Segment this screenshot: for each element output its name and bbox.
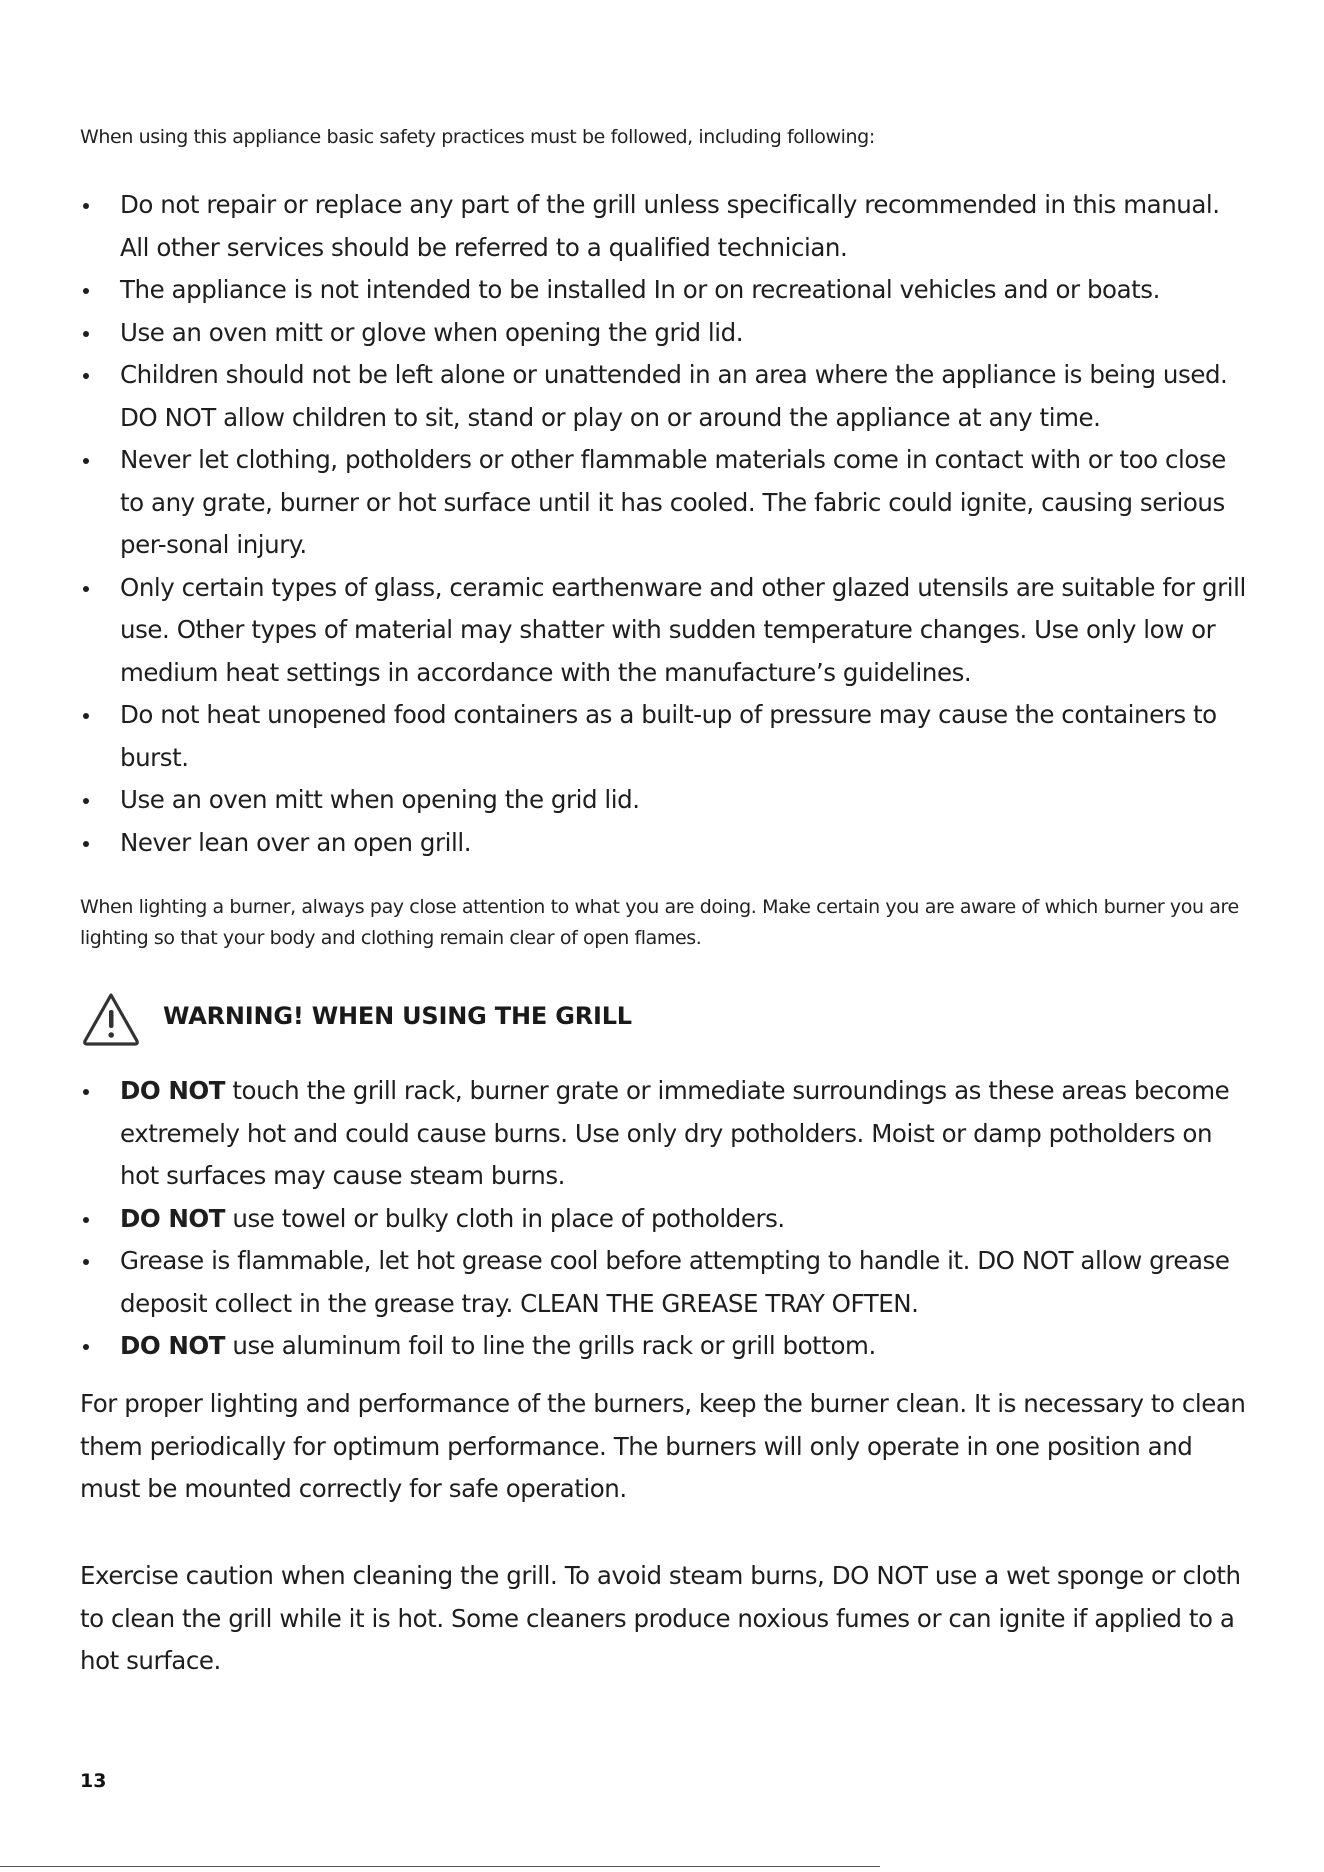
list-item: The appliance is not intended to be installed In or on recreational vehicles and or boats.	[80, 269, 1255, 312]
page-number: 13	[80, 1770, 107, 1792]
list-item: Only certain types of glass, ceramic earthenware and other glazed utensils are suitable for grill use. Other types of material may shatter with sudden temperature changes. Use only low or medium heat settings in accordance with the manufacture’s guidelines.	[80, 567, 1255, 695]
list-item: DO NOT use aluminum foil to line the grills rack or grill bottom.	[80, 1325, 1255, 1368]
list-item: DO NOT touch the grill rack, burner grate or immediate surroundings as these areas become extremely hot and could cause burns. Use only dry potholders. Moist or damp potholders on hot surfaces may cause steam burns.	[80, 1070, 1255, 1198]
intro-text: When using this appliance basic safety practices must be followed, including following:	[80, 126, 875, 148]
warning-title: WARNING! WHEN USING THE GRILL	[163, 1002, 632, 1030]
safety-list	[80, 184, 1255, 864]
list-item: Never let clothing, potholders or other flammable materials come in contact with or too close to any grate, burner or hot surface until it has cooled. The fabric could ignite, causing serious per-sonal injury.	[80, 439, 1255, 567]
cleaning-paragraph: Exercise caution when cleaning the grill. To avoid steam burns, DO NOT use a wet sponge or cloth to clean the grill while it is hot. Some cleaners produce noxious fumes or can ignite if applied to a hot surface.	[80, 1561, 1241, 1675]
list-item: Use an oven mitt when opening the grid lid.	[80, 779, 1255, 822]
warning-list	[80, 1070, 1255, 1368]
list-item: Never lean over an open grill.	[80, 822, 1255, 865]
list-item: Do not heat unopened food containers as a built-up of pressure may cause the containers to burst.	[80, 694, 1255, 779]
burner-paragraph: For proper lighting and performance of the burners, keep the burner clean. It is necessary to clean them periodically for optimum performance. The burners will only operate in one position and must be mounted correctly for safe operation.	[80, 1389, 1246, 1503]
list-item: Use an oven mitt or glove when opening the grid lid.	[80, 312, 1255, 355]
list-item: Children should not be left alone or unattended in an area where the appliance is being used. DO NOT allow children to sit, stand or play on or around the appliance at any time.	[80, 354, 1255, 439]
list-item: Grease is flammable, let hot grease cool before attempting to handle it. DO NOT allow grease deposit collect in the grease tray. CLEAN THE GREASE TRAY OFTEN.	[80, 1240, 1255, 1325]
warning-heading	[80, 990, 980, 1052]
warning-triangle-icon	[80, 990, 142, 1048]
list-item: Do not repair or replace any part of the grill unless specifically recommended in this manual. All other services should be referred to a qualified technician.	[80, 184, 1255, 269]
list-item: DO NOT use towel or bulky cloth in place of potholders.	[80, 1198, 1255, 1241]
footer-divider	[0, 1866, 880, 1867]
lighting-note: When lighting a burner, always pay close attention to what you are doing. Make certain you are aware of which burner you are lighting so that your body and clothing remain clear of open flames.	[80, 896, 1239, 949]
